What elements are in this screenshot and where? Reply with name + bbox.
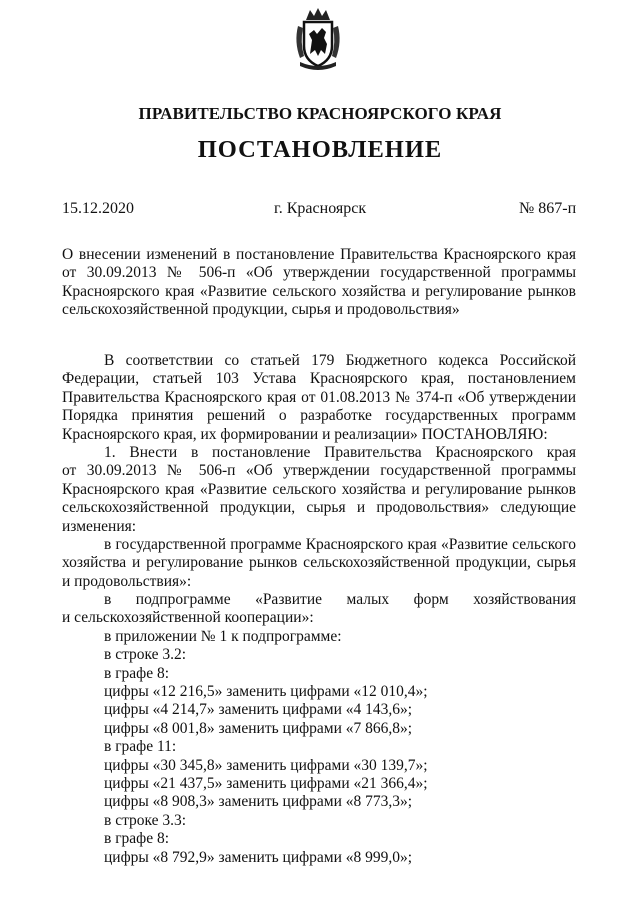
- body-line: и сельскохозяйственной кооперации»:: [62, 609, 314, 627]
- body-line: Красноярского края «Развитие сельского хозяйства и регулирование рынков: [62, 480, 576, 498]
- body-line: цифры «8 001,8» заменить цифрами «7 866,8»;: [104, 719, 413, 737]
- body-line: Правительства Красноярского края от 01.08.2013 № 374-п «Об утверждении: [62, 388, 576, 406]
- body-line: в графе 8:: [104, 830, 170, 848]
- body-line: от 30.09.2013 № 506-п «Об утверждении государственной программы: [62, 462, 576, 480]
- body-line: Федерации, статьей 103 Устава Красноярского края, постановлением: [62, 370, 576, 388]
- body-line: и продовольствия»:: [62, 572, 192, 590]
- body-line: цифры «30 345,8» заменить цифрами «30 139,7»;: [104, 756, 428, 774]
- body-line: в подпрограмме «Развитие малых форм хозяйствования: [104, 591, 576, 609]
- body-line: в графе 8:: [104, 664, 170, 682]
- body-line: в строке 3.3:: [104, 811, 187, 829]
- subject-line: от 30.09.2013 № 506-п «Об утверждении государственной программы: [62, 264, 576, 282]
- body-line: цифры «21 437,5» заменить цифрами «21 366,4»;: [104, 774, 428, 792]
- coat-of-arms-icon: [292, 6, 344, 70]
- document-body: [62, 352, 576, 867]
- document-subject: [62, 246, 576, 320]
- document-number: № 867-п: [519, 200, 577, 217]
- body-line: цифры «8 792,9» заменить цифрами «8 999,0»;: [104, 848, 413, 866]
- body-line: сельскохозяйственной продукции, сырья и продовольствия» следующие: [62, 499, 576, 517]
- body-line: в строке 3.2:: [104, 646, 187, 664]
- subject-line: Красноярского края «Развитие сельского хозяйства и регулирование рынков: [62, 282, 576, 300]
- body-line: цифры «8 908,3» заменить цифрами «8 773,3»;: [104, 793, 413, 811]
- subject-line: О внесении изменений в постановление Правительства Красноярского края: [62, 246, 576, 263]
- body-line: Порядка принятия решений о разработке государственных программ: [62, 407, 576, 425]
- subject-line: сельскохозяйственной продукции, сырья и продовольствия»: [62, 301, 460, 319]
- body-line: в графе 11:: [104, 738, 177, 756]
- body-line: В соответствии со статьей 179 Бюджетного кодекса Российской: [104, 352, 576, 369]
- body-line: Красноярского края, их формировании и реализации» ПОСТАНОВЛЯЮ:: [62, 425, 548, 443]
- document-city: г. Красноярск: [274, 200, 367, 217]
- document-type-title: ПОСТАНОВЛЕНИЕ: [197, 136, 443, 163]
- body-line: 1. Внести в постановление Правительства Красноярского края: [104, 443, 576, 461]
- body-line: изменения:: [62, 517, 137, 535]
- body-line: в государственной программе Красноярского края «Развитие сельского: [104, 535, 576, 553]
- body-line: в приложении № 1 к подпрограмме:: [104, 627, 342, 645]
- document-date: 15.12.2020: [62, 200, 134, 217]
- government-name: ПРАВИТЕЛЬСТВО КРАСНОЯРСКОГО КРАЯ: [138, 104, 502, 123]
- body-line: цифры «12 216,5» заменить цифрами «12 010,4»;: [104, 683, 428, 701]
- body-line: хозяйства и регулирование рынков сельскохозяйственной продукции, сырья: [62, 554, 576, 572]
- body-line: цифры «4 214,7» заменить цифрами «4 143,6»;: [104, 701, 413, 719]
